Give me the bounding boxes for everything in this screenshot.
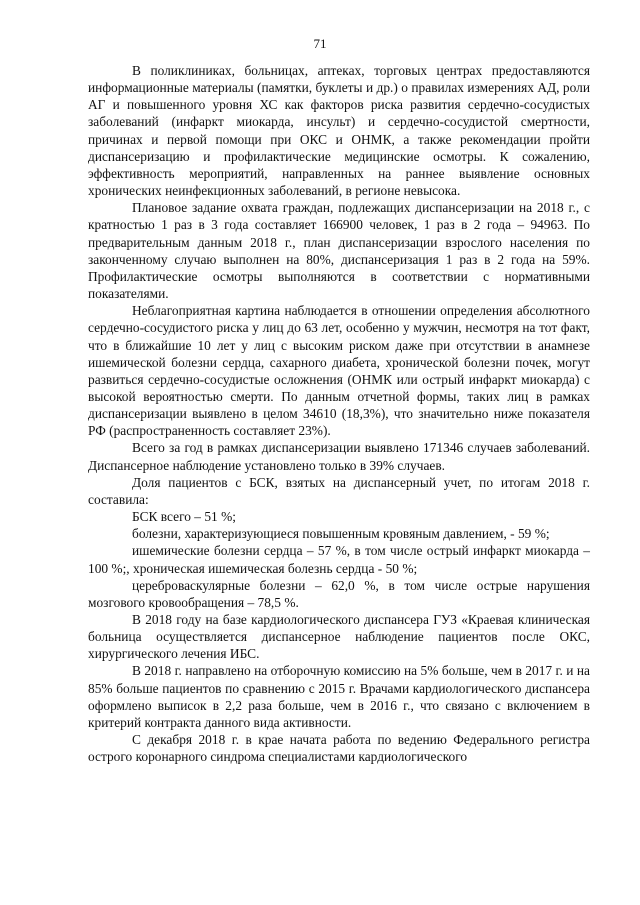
paragraph-cardiovascular-risk: Неблагоприятная картина наблюдается в отношении определения абсолютного сердечно-сосудистого риска у лиц до 63 лет, особенно у мужчин, несмотря на тот факт, что в ближайшие 10 лет у лиц с высоким риском даже при отсутствии в анамнезе ишемической болезни сердца, сахарного диабета, хронической болезни почек, могут развиться сердечно-сосудистые осложнения (ОНМК или острый инфаркт миокарда) с высокой вероятностью смерти. По данным отчетной формы, таких лиц в рамках диспансеризации выявлено в целом 34610 (18,3%), что значительно ниже показателя РФ (распространенность составляет 23%). xyxy=(88,303,590,439)
paragraph-cerebrovascular: цереброваскулярные болезни – 62,0 %, в том числе острые нарушения мозгового кровообращения – 78,5 %. xyxy=(88,577,590,610)
paragraph-dispensary-plan: Плановое задание охвата граждан, подлежащих диспансеризации на 2018 г., с кратностью 1 раз в 3 года составляет 166900 человек, 1 раз в 2 года – 94963. По предварительным данным 2018 г., план диспансеризации взрослого населения по законченному случаю выполнен на 80%, диспансеризация 1 раз в 2 года на 59%. Профилактические осмотры выполняются в соответствии с нормативными показателями. xyxy=(88,200,590,302)
paragraph-cardio-dispensary: В 2018 году на базе кардиологического диспансера ГУЗ «Краевая клиническая больница осуществляется диспансерное наблюдение пациентов после ОКС, хирургического лечения ИБС. xyxy=(88,612,590,662)
page-number: 71 xyxy=(313,36,327,51)
paragraph-info-materials: В поликлиниках, больницах, аптеках, торговых центрах предоставляются информационные материалы (памятки, буклеты и др.) о правилах измерениях АД, роли АГ и повышенного уровня ХС как факторов риска развития сердечно-сосудистых заболеваний (инфаркт миокарда, инсульт) и сердечно-сосудистой смертности, причинах и первой помощи при ОКС и ОНМК, а также рекомендации пройти диспансеризацию и профилактические медицинские осмотры. К сожалению, эффективность мероприятий, направленных на раннее выявление основных хронических неинфекционных заболеваний, в регионе невысока. xyxy=(88,63,590,199)
paragraph-federal-register: С декабря 2018 г. в крае начата работа по ведению Федерального регистра острого коронарного синдрома специалистами кардиологического xyxy=(88,732,590,765)
paragraph-total-cases: Всего за год в рамках диспансеризации выявлено 171346 случаев заболеваний. Диспансерное наблюдение установлено только в 39% случаев. xyxy=(88,440,590,473)
document-body xyxy=(88,62,590,765)
paragraph-selection-commission: В 2018 г. направлено на отборочную комиссию на 5% больше, чем в 2017 г. и на 85% больше пациентов по сравнению с 2015 г. Врачами кардиологического диспансера оформлено выписок в 2,2 раза больше, чем в 2016 г., что связано с включением в критерий контракта данного вида активности. xyxy=(88,663,590,730)
paragraph-bsk-total: БСК всего – 51 %; xyxy=(132,509,236,525)
paragraph-hypertension: болезни, характеризующиеся повышенным кровяным давлением, - 59 %; xyxy=(132,526,550,542)
paragraph-ischemic: ишемические болезни сердца – 57 %, в том числе острый инфаркт миокарда – 100 %;, хроническая ишемическая болезнь сердца - 50 %; xyxy=(88,543,590,576)
paragraph-bsk-share-intro: Доля пациентов с БСК, взятых на диспансерный учет, по итогам 2018 г. составила: xyxy=(88,474,590,507)
